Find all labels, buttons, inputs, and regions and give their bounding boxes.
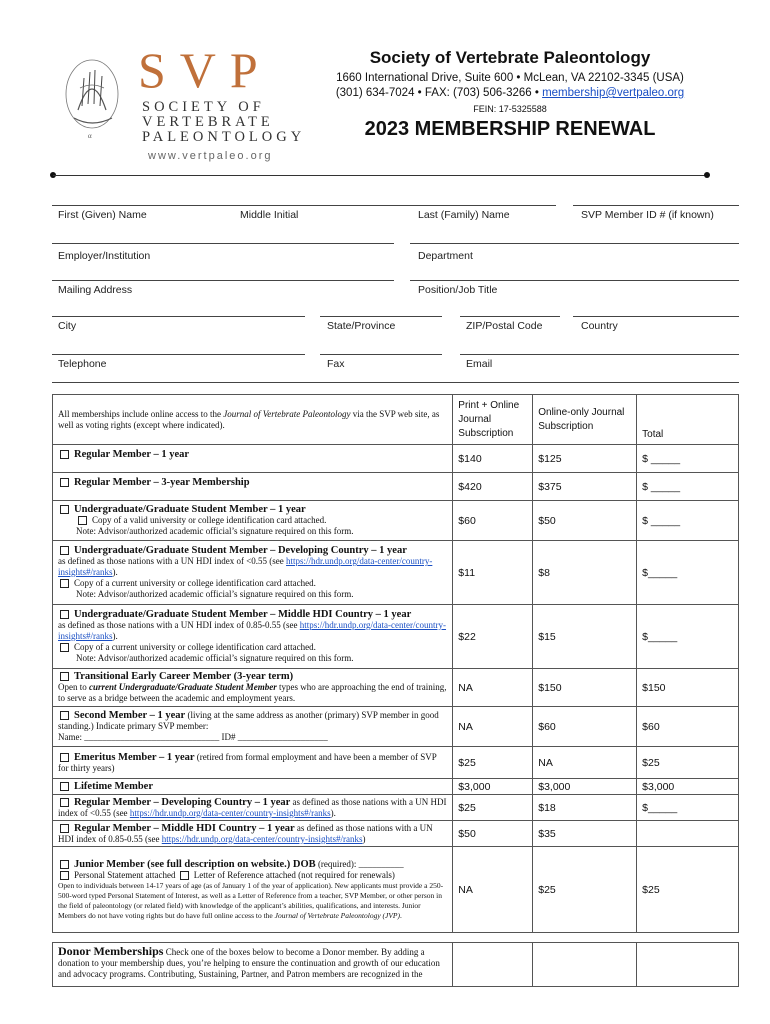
table-row: Regular Member – Developing Country – 1 year as defined as those nations with a UN HDI index of <0.55 (see https://hdr.undp.org/data-center/country-insights#/ranks). $25 $18 $_____: [53, 795, 739, 821]
fields-bottom-rule: [52, 382, 739, 383]
early-total: $150: [637, 669, 739, 707]
org-address: 1660 International Drive, Suite 600 • McLean, VA 22102-3345 (USA): [336, 72, 684, 84]
student-dev-total[interactable]: $_____: [637, 541, 739, 605]
employer-label: Employer/Institution: [58, 250, 151, 262]
hdi-link[interactable]: https://hdr.undp.org/data-center/country-insights#/ranks: [58, 620, 447, 641]
student-dev-checkbox[interactable]: [60, 546, 69, 555]
logo-line-2: VERTEBRATE: [142, 114, 274, 130]
intro-cell: All memberships include online access to the Journal of Vertebrate Paleontology via the SVP web site, as well as voting rights (except where indicated).: [53, 395, 453, 445]
junior-print: NA: [453, 847, 533, 933]
table-row: Second Member – 1 year (living at the same address as another (primary) SVP member in good standing.) Indicate primary SVP member: Name: ______________________________ ID# ____________________ NA $60 $60: [53, 707, 739, 747]
junior-checkbox[interactable]: [60, 860, 69, 869]
org-phone-fax: [320, 87, 700, 99]
logo-line-1: SOCIETY OF: [142, 99, 265, 115]
logo-text: [142, 100, 305, 145]
second-total: $60: [637, 707, 739, 747]
country-label: Country: [581, 320, 618, 332]
svp-logo: [62, 42, 306, 164]
reg-mid-online: $35: [533, 821, 637, 847]
middle-initial-label: Middle Initial: [240, 209, 299, 221]
student-mid-id-checkbox[interactable]: [60, 643, 69, 652]
membership-table: [52, 394, 739, 987]
department-label: Department: [418, 250, 473, 262]
table-row: Junior Member (see full description on website.) DOB (required): __________ Personal Statement attached Letter of Reference attached (not required for renewals) Open to individuals between 14-17 years of age (as of January 1 of the year of application). New applicants must provide a 250-500-word typed Personal Statement of Interest, as well as a Letter of Reference from a teacher, SVP Member, or other person in the field of paleontology (or related field) with knowledge of the applicant’s abilities, qualifications, and interests. Junior Members do not have voting rights but do have full online access to the Journal of Vertebrate Paleontology (JVP). NA $25 $25: [53, 847, 739, 933]
student-mid-online: $15: [533, 605, 637, 669]
phone-fax-text: (301) 634-7024 • FAX: (703) 506-3266 •: [335, 87, 543, 99]
lifetime-online: $3,000: [533, 779, 637, 795]
form-title: 2023 MEMBERSHIP RENEWAL: [364, 118, 656, 140]
junior-dob-field[interactable]: (required): __________: [315, 858, 404, 869]
table-row: Lifetime Member $3,000 $3,000 $3,000: [53, 779, 739, 795]
department-line[interactable]: [410, 243, 739, 244]
fax-line[interactable]: [320, 354, 442, 355]
reg-mid-checkbox[interactable]: [60, 824, 69, 833]
member-id-label: SVP Member ID # (if known): [581, 209, 714, 221]
regular3-total[interactable]: $ _____: [637, 473, 739, 501]
email-line[interactable]: [460, 354, 739, 355]
fax-label: Fax: [327, 358, 345, 370]
table-row: Undergraduate/Graduate Student Member – Developing Country – 1 year as defined as those nations with a UN HDI index of <0.55 (see https://hdr.undp.org/data-center/country-insights#/ranks). Copy of a current university or college identification card attached. Note: Advisor/authorized academic official’s signature required on this form. $11 $8 $_____: [53, 541, 739, 605]
col-print-header: Print + Online Journal Subscription: [453, 395, 533, 445]
reg-dev-online: $18: [533, 795, 637, 821]
email-label: Email: [466, 358, 493, 370]
student-checkbox[interactable]: [60, 505, 69, 514]
state-line[interactable]: [320, 316, 442, 317]
table-row: [53, 445, 739, 473]
regular1-title: Regular Member – 1 year: [74, 449, 190, 460]
emeritus-online: NA: [533, 747, 637, 779]
lifetime-total: $3,000: [637, 779, 739, 795]
logo-letters: SVP: [138, 42, 272, 98]
city-label: City: [58, 320, 77, 332]
early-print: NA: [453, 669, 533, 707]
table-row: [53, 473, 739, 501]
lifetime-checkbox[interactable]: [60, 782, 69, 791]
primary-member-field[interactable]: Name: ______________________________ ID# ____________________: [58, 732, 328, 742]
telephone-label: Telephone: [58, 358, 107, 370]
table-header-row: [53, 395, 739, 445]
student-id-checkbox[interactable]: [78, 516, 87, 525]
position-label: Position/Job Title: [418, 284, 498, 296]
regular3-checkbox[interactable]: [60, 478, 69, 487]
student-dev-print: $11: [453, 541, 533, 605]
table-spacer-row: [53, 933, 739, 943]
reg-dev-print: $25: [453, 795, 533, 821]
emeritus-checkbox[interactable]: [60, 753, 69, 762]
regular1-print: $140: [453, 445, 533, 473]
mailing-address-label: Mailing Address: [58, 284, 133, 296]
student-mid-total[interactable]: $_____: [637, 605, 739, 669]
table-row: Transitional Early Career Member (3-year term) Open to current Undergraduate/Graduate Student Member types who are approaching the end of training, to serve as a bridge between the academic and employment years. NA $150 $150: [53, 669, 739, 707]
logo-line-3: PALEONTOLOGY: [142, 129, 306, 145]
table-row: Donor Memberships Check one of the boxes below to become a Donor member. By adding a donation to your membership dues, you’re helping to ensure the continuation and growth of our education and advocacy programs. Contributing, Sustaining, Partner, and Patron members are recognized in the: [53, 943, 739, 987]
student-online: $50: [533, 501, 637, 541]
early-career-checkbox[interactable]: [60, 672, 69, 681]
reg-mid-print: $50: [453, 821, 533, 847]
table-row: Regular Member – Middle HDI Country – 1 year as defined as those nations with a UN HDI index of 0.85-0.55 (see https://hdr.undp.org/data-center/country-insights#/ranks) $50 $35: [53, 821, 739, 847]
country-line[interactable]: [573, 316, 739, 317]
regular3-online: $375: [533, 473, 637, 501]
state-label: State/Province: [327, 320, 396, 332]
last-name-label: Last (Family) Name: [418, 209, 510, 221]
reference-letter-checkbox[interactable]: [180, 871, 189, 880]
telephone-line[interactable]: [52, 354, 305, 355]
hdi-link[interactable]: https://hdr.undp.org/data-center/country-insights#/ranks: [58, 556, 433, 577]
col-total-header: Total: [637, 395, 739, 445]
membership-email-link[interactable]: membership@vertpaleo.org: [542, 87, 685, 99]
student-total[interactable]: $ _____: [637, 501, 739, 541]
junior-total: $25: [637, 847, 739, 933]
lifetime-print: $3,000: [453, 779, 533, 795]
reg-dev-total[interactable]: $_____: [637, 795, 739, 821]
hdi-link[interactable]: https://hdr.undp.org/data-center/country-insights#/ranks: [161, 833, 363, 844]
crest-icon: [62, 48, 132, 140]
emeritus-print: $25: [453, 747, 533, 779]
regular1-online: $125: [533, 445, 637, 473]
svg-text:α: α: [88, 132, 92, 140]
regular3-title: Regular Member – 3-year Membership: [74, 477, 250, 488]
reg-mid-total[interactable]: [637, 821, 739, 847]
second-online: $60: [533, 707, 637, 747]
table-row: Undergraduate/Graduate Student Member – Middle HDI Country – 1 year as defined as those nations with a UN HDI index of 0.85-0.55 (see https://hdr.undp.org/data-center/country-insights#/ranks). Copy of a current university or college identification card attached. Note: Advisor/authorized academic official’s signature required on this form. $22 $15 $_____: [53, 605, 739, 669]
student-mid-print: $22: [453, 605, 533, 669]
mailing-address-line[interactable]: [52, 280, 394, 281]
employer-line[interactable]: [52, 243, 394, 244]
emeritus-total: $25: [637, 747, 739, 779]
logo-url: www.vertpaleo.org: [148, 150, 273, 162]
city-line[interactable]: [52, 316, 305, 317]
regular1-checkbox[interactable]: [60, 450, 69, 459]
name-line[interactable]: [52, 205, 556, 206]
reg-dev-checkbox[interactable]: [60, 798, 69, 807]
personal-statement-checkbox[interactable]: [60, 871, 69, 880]
regular3-print: $420: [453, 473, 533, 501]
student-dev-online: $8: [533, 541, 637, 605]
header-rule: [53, 175, 707, 176]
student-print: $60: [453, 501, 533, 541]
junior-online: $25: [533, 847, 637, 933]
member-id-line[interactable]: [573, 205, 739, 206]
zip-line[interactable]: [460, 316, 560, 317]
second-print: NA: [453, 707, 533, 747]
table-row: Undergraduate/Graduate Student Member – 1 year Copy of a valid university or college identification card attached. Note: Advisor/authorized academic official’s signature required on this form. $60 $50 $ _____: [53, 501, 739, 541]
student-mid-checkbox[interactable]: [60, 610, 69, 619]
rule-dot-right: [704, 172, 710, 178]
table-row: Emeritus Member – 1 year (retired from formal employment and have been a member of SVP for thirty years) $25 NA $25: [53, 747, 739, 779]
donor-title: Donor Memberships: [58, 944, 164, 958]
fein: FEIN: 17-5325588: [473, 104, 547, 114]
first-name-label: First (Given) Name: [58, 209, 147, 221]
hdi-link[interactable]: https://hdr.undp.org/data-center/country-insights#/ranks: [129, 807, 331, 818]
zip-label: ZIP/Postal Code: [466, 320, 543, 332]
position-line[interactable]: [410, 280, 739, 281]
col-online-header: Online-only Journal Subscription: [533, 395, 637, 445]
regular1-total[interactable]: $ _____: [637, 445, 739, 473]
second-member-checkbox[interactable]: [60, 711, 69, 720]
student-dev-id-checkbox[interactable]: [60, 579, 69, 588]
early-online: $150: [533, 669, 637, 707]
org-name: Society of Vertebrate Paleontology: [369, 48, 651, 67]
